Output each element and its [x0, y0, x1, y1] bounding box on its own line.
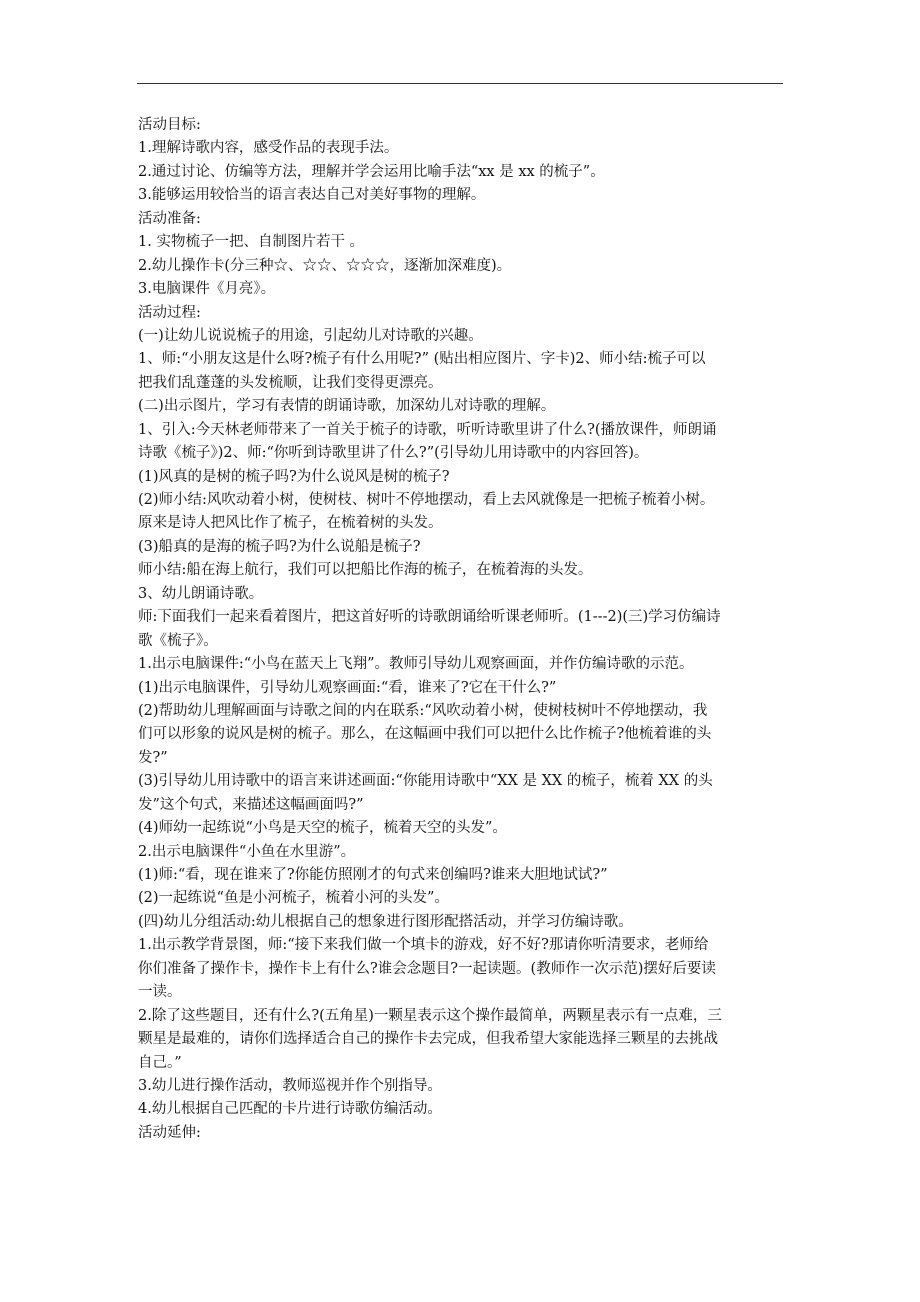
text-line: 1. 实物梳子一把、自制图片若干 。 [138, 234, 365, 251]
text-line: (2)一起练说“鱼是小河梳子，梳着小河的头发”。 [138, 890, 449, 907]
text-line: 2.出示电脑课件“小鱼在水里游”。 [138, 843, 356, 860]
text-line: (3)引导幼儿用诗歌中的语言来讲述画面:“你能用诗歌中“XX 是 XX 的梳子，梳着 XX 的头 [138, 773, 713, 790]
text-line: 自己。” [138, 1054, 182, 1071]
text-line: (1)风真的是树的梳子吗?为什么说风是树的梳子? [138, 468, 450, 485]
text-line: 活动过程: [138, 304, 201, 321]
text-line: (4)师幼一起练说“小鸟是天空的梳子，梳着天空的头发”。 [138, 820, 507, 837]
text-line: 歌《梳子》。 [138, 632, 218, 649]
text-line: (四)幼儿分组活动:幼儿根据自己的想象进行图形配搭活动，并学习仿编诗歌。 [138, 913, 633, 930]
text-line: 把我们乱蓬蓬的头发梳顺，让我们变得更漂亮。 [138, 374, 443, 391]
text-line: 活动目标: [138, 117, 201, 133]
text-line: 发?” [138, 749, 168, 766]
text-line: 活动准备: [138, 210, 201, 227]
document-body [138, 114, 786, 1145]
text-line: 3.幼儿进行操作活动，教师巡视并作个别指导。 [138, 1077, 442, 1094]
text-line: 1.出示电脑课件:“小鸟在蓝天上飞翔”。教师引导幼儿观察画面，并作仿编诗歌的示范。 [138, 656, 694, 673]
text-line: 1、引入:今天林老师带来了一首关于梳子的诗歌，听听诗歌里讲了什么?(播放课件，师朗诵 [138, 421, 717, 438]
text-line: (2)师小结:风吹动着小树，使树枝、树叶不停地摆动，看上去风就像是一把梳子梳着小树。 [138, 492, 715, 508]
text-line: 2.通过讨论、仿编等方法，理解并学会运用比喻手法“xx 是 xx 的梳子”。 [138, 163, 605, 180]
text-line: (1)师:“看，现在谁来了?你能仿照刚才的句式来创编吗?谁来大胆地试试?” [138, 867, 608, 883]
text-line: (2)帮助幼儿理解画面与诗歌之间的内在联系:“风吹动着小树，使树枝树叶不停地摆动，我 [138, 702, 708, 719]
text-line: 1.理解诗歌内容，感受作品的表现手法。 [138, 140, 399, 157]
text-line: 师小结:船在海上航行，我们可以把船比作海的梳子，在梳着海的头发。 [138, 562, 593, 579]
text-line: 2.除了这些题目，还有什么?(五角星)一颗星表示这个操作最简单，两颗星表示有一点难，三 [138, 1007, 722, 1024]
text-line: 3.电脑课件《月亮》。 [138, 281, 276, 298]
text-line: 2.幼儿操作卡(分三种☆、☆☆、☆☆☆，逐渐加深难度)。 [138, 257, 512, 274]
text-line: (一)让幼儿说说梳子的用途，引起幼儿对诗歌的兴趣。 [138, 327, 483, 344]
text-line: 你们准备了操作卡，操作卡上有什么?谁会念题目?一起读题。(教师作一次示范)摆好后要读 [138, 960, 716, 977]
text-line: 颗星是最难的，请你们选择适合自己的操作卡去完成，但我希望大家能选择三颗星的去挑战 [138, 1031, 718, 1048]
text-line: 1.出示教学背景图，师:“接下来我们做一个填卡的游戏，好不好?那请你听清要求，老师给 [138, 937, 709, 954]
text-line: 活动延伸: [138, 1124, 201, 1141]
text-line: (3)船真的是海的梳子吗?为什么说船是梳子? [138, 538, 421, 555]
header-rule [137, 83, 783, 84]
text-line: 师:下面我们一起来看着图片，把这首好听的诗歌朗诵给听课老师听。(1---2)(三)学习仿编诗 [138, 609, 721, 626]
text-line: (1)出示电脑课件，引导幼儿观察画面:“看，谁来了?它在干什么?” [138, 679, 557, 696]
text-line: 发”这个句式，来描述这幅画面吗?” [138, 796, 364, 813]
text-line: 4.幼儿根据自己匹配的卡片进行诗歌仿编活动。 [138, 1101, 442, 1118]
text-line: 1、师:“小朋友这是什么呀?梳子有什么用呢?” (贴出相应图片、字卡)2、师小结:梳子可以 [138, 351, 706, 368]
text-line: 们可以形象的说风是树的梳子。那么，在这幅画中我们可以把什么比作梳子?他梳着谁的头 [138, 726, 712, 743]
text-line: 诗歌《梳子》)2、师:“你听到诗歌里讲了什么?”(引导幼儿用诗歌中的内容回答)。 [138, 445, 649, 462]
text-line: 3.能够运用较恰当的语言表达自己对美好事物的理解。 [138, 187, 486, 204]
text-line: (二)出示图片，学习有表情的朗诵诗歌，加深幼儿对诗歌的理解。 [138, 398, 556, 415]
text-line: 3、幼儿朗诵诗歌。 [138, 585, 264, 602]
text-line: 原来是诗人把风比作了梳子，在梳着树的头发。 [138, 515, 443, 532]
text-line: 一读。 [138, 984, 182, 1001]
